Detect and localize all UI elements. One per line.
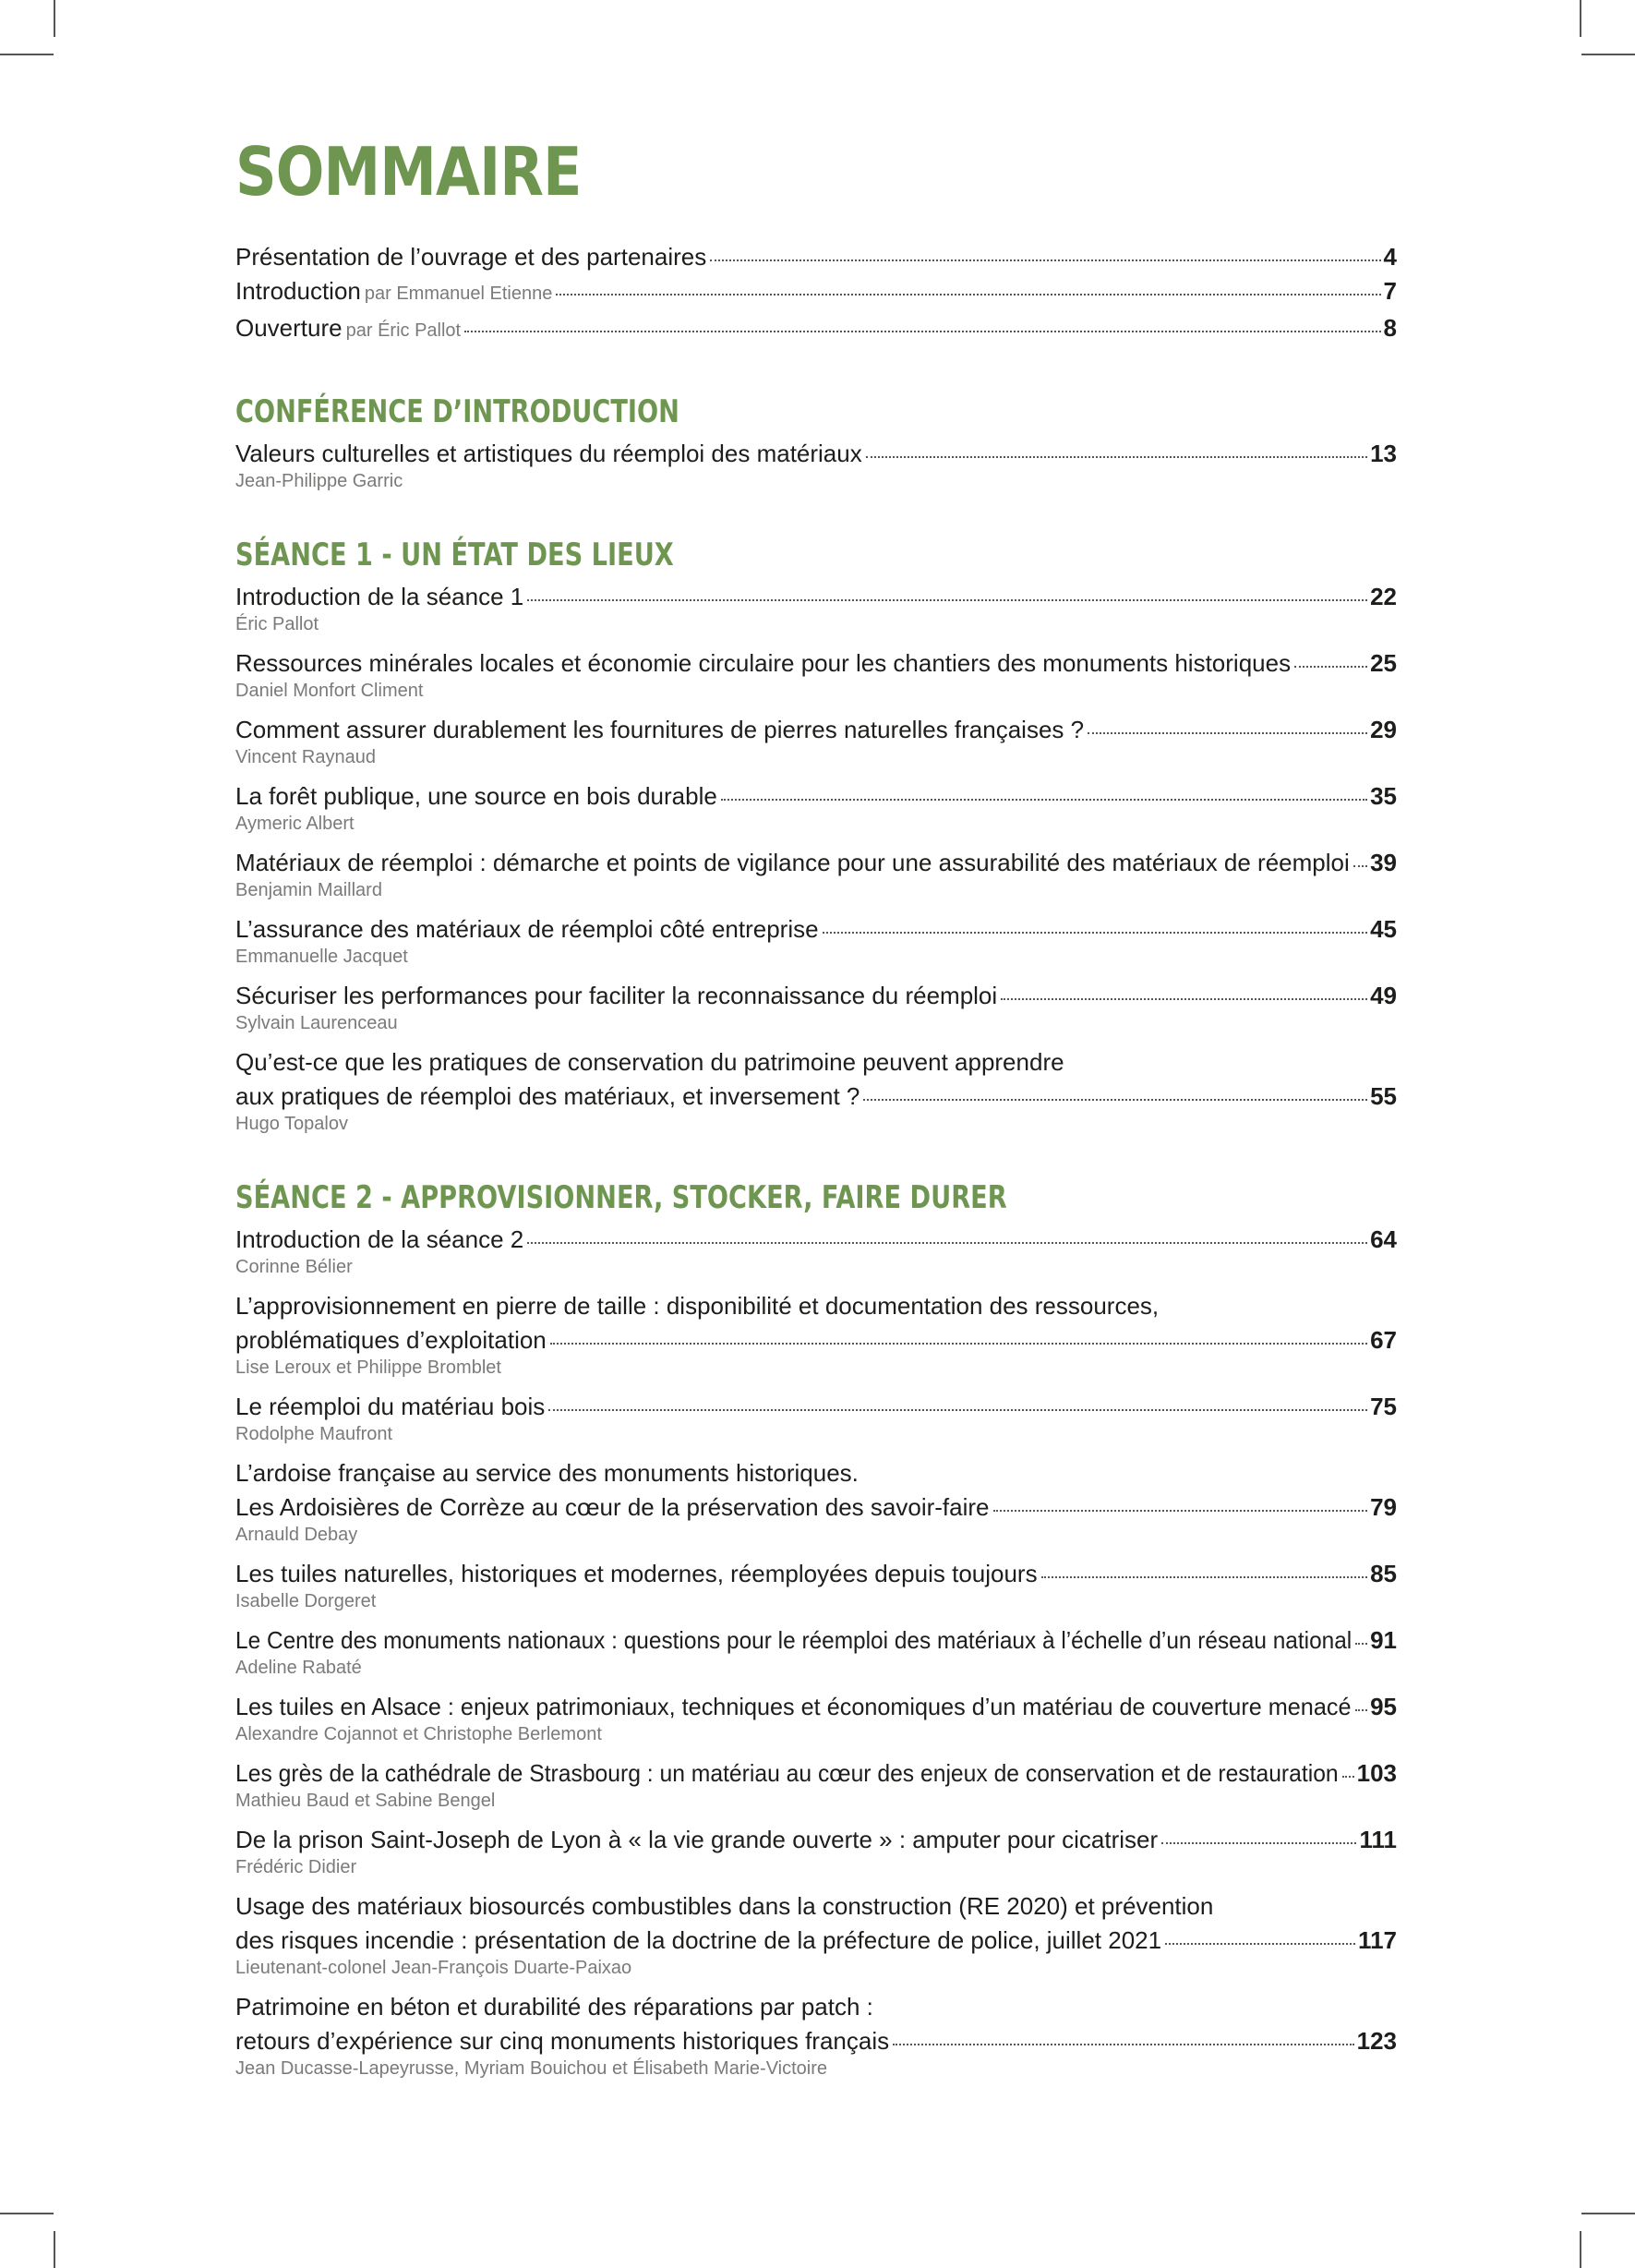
entry-title: problématiques d’exploitation xyxy=(235,1326,547,1354)
section-heading: CONFÉRENCE D’INTRODUCTION xyxy=(235,393,679,430)
page-number: 29 xyxy=(1370,716,1397,743)
crop-mark xyxy=(54,2231,55,2268)
toc-entry xyxy=(235,1990,1397,2079)
toc-line[interactable] xyxy=(235,1390,1397,1424)
dot-leader xyxy=(863,1099,1367,1101)
entry-author: Arnauld Debay xyxy=(235,1525,358,1545)
entry-author: Corinne Bélier xyxy=(235,1257,353,1277)
page-number: 85 xyxy=(1370,1560,1397,1587)
entry-title-first-line: Patrimoine en béton et durabilité des réparations par patch : xyxy=(235,1993,873,2021)
page-number: 4 xyxy=(1383,243,1397,271)
toc-entry xyxy=(235,311,1397,348)
toc-entry xyxy=(235,1045,1397,1134)
dot-leader xyxy=(1353,865,1367,867)
toc-section xyxy=(235,1179,1397,2079)
toc-line[interactable] xyxy=(235,1823,1397,1857)
toc-entry xyxy=(235,1289,1397,1378)
toc-line[interactable] xyxy=(235,779,1397,814)
page-number: 49 xyxy=(1370,982,1397,1009)
toc-entry xyxy=(235,1690,1397,1744)
entry-title: Valeurs culturelles et artistiques du réemploi des matériaux xyxy=(235,440,862,467)
entry-author: Aymeric Albert xyxy=(235,814,355,834)
page-number: 13 xyxy=(1370,440,1397,467)
toc-entry xyxy=(235,1223,1397,1277)
entry-author: Alexandre Cojannot et Christophe Berlemont xyxy=(235,1724,602,1744)
dot-leader xyxy=(556,294,1380,296)
entry-title-first-line: L’ardoise française au service des monuments historiques. xyxy=(235,1459,859,1487)
entry-author: Emmanuelle Jacquet xyxy=(235,947,408,967)
section-heading: SÉANCE 2 - APPROVISIONNER, STOCKER, FAIRE DURER xyxy=(235,1179,1007,1216)
page-number: 39 xyxy=(1370,849,1397,876)
entry-author: Éric Pallot xyxy=(235,614,319,634)
entry-title: La forêt publique, une source en bois durable xyxy=(235,782,717,810)
page-number: 7 xyxy=(1383,277,1397,305)
page-number: 111 xyxy=(1359,1826,1397,1853)
entry-title: Les grès de la cathédrale de Strasbourg : un matériau au cœur des enjeux de conservation et de restauration xyxy=(235,1759,1339,1787)
toc-entry xyxy=(235,240,1397,274)
entry-title: Introduction de la séance 2 xyxy=(235,1225,524,1253)
dot-leader xyxy=(893,2044,1353,2045)
crop-mark xyxy=(0,2213,54,2214)
crop-mark xyxy=(1580,2231,1581,2268)
toc-line[interactable] xyxy=(235,646,1397,681)
toc-line[interactable] xyxy=(235,240,1397,274)
page-number: 103 xyxy=(1356,1759,1397,1787)
toc-entry xyxy=(235,646,1397,701)
toc-line[interactable] xyxy=(235,274,1397,311)
toc-entry xyxy=(235,1456,1397,1545)
page-number: 75 xyxy=(1370,1393,1397,1420)
toc-line[interactable] xyxy=(235,1323,1397,1357)
crop-mark xyxy=(54,0,55,37)
entry-author: Benjamin Maillard xyxy=(235,880,382,900)
entry-author: Jean Ducasse-Lapeyrusse, Myriam Bouichou et Élisabeth Marie-Victoire xyxy=(235,2058,828,2079)
entry-title-first-line: Usage des matériaux biosourcés combustibles dans la construction (RE 2020) et prévention xyxy=(235,1892,1214,1920)
page-number: 64 xyxy=(1370,1225,1397,1253)
entry-title-first-line: Qu’est-ce que les pratiques de conservation du patrimoine peuvent apprendre xyxy=(235,1048,1064,1076)
entry-title: De la prison Saint-Joseph de Lyon à « la vie grande ouverte » : amputer pour cicatriser xyxy=(235,1826,1159,1853)
dot-leader xyxy=(1342,1776,1354,1778)
toc-line[interactable] xyxy=(235,979,1397,1013)
entry-author: Daniel Monfort Climent xyxy=(235,681,424,701)
toc-line[interactable] xyxy=(235,580,1397,614)
toc-entry xyxy=(235,713,1397,767)
toc-line[interactable] xyxy=(235,1924,1397,1958)
entry-author: Mathieu Baud et Sabine Bengel xyxy=(235,1791,496,1811)
page-number: 91 xyxy=(1370,1626,1397,1654)
toc-line[interactable] xyxy=(235,1080,1397,1114)
entry-title: Comment assurer durablement les fournitures de pierres naturelles françaises ? xyxy=(235,716,1085,743)
toc-entry xyxy=(235,912,1397,967)
entry-title: Ressources minérales locales et économie circulaire pour les chantiers des monuments historiques xyxy=(235,649,1292,677)
entry-byline: par Emmanuel Etienne xyxy=(364,284,553,304)
page-number: 79 xyxy=(1370,1493,1397,1521)
toc-line[interactable] xyxy=(235,1756,1397,1791)
dot-leader xyxy=(1088,732,1367,734)
entry-title: retours d’expérience sur cinq monuments historiques français xyxy=(235,2027,890,2055)
entry-author: Lise Leroux et Philippe Bromblet xyxy=(235,1357,501,1378)
toc-entry xyxy=(235,846,1397,900)
entry-author: Frédéric Didier xyxy=(235,1857,357,1877)
crop-mark xyxy=(0,54,54,55)
toc-entry xyxy=(235,779,1397,834)
page-number: 55 xyxy=(1370,1082,1397,1110)
toc-section xyxy=(235,393,1397,491)
toc-line[interactable] xyxy=(235,1623,1397,1658)
page-number: 117 xyxy=(1358,1926,1397,1954)
entry-title: Matériaux de réemploi : démarche et points de vigilance pour une assurabilité des matériaux de réemploi xyxy=(235,849,1350,876)
entry-author: Adeline Rabaté xyxy=(235,1658,362,1678)
toc-line[interactable] xyxy=(235,1490,1397,1525)
dot-leader xyxy=(464,331,1380,332)
page-number: 8 xyxy=(1383,314,1397,342)
toc-line[interactable] xyxy=(235,713,1397,747)
dot-leader xyxy=(1165,1943,1355,1945)
page-number: 95 xyxy=(1370,1693,1397,1720)
page-title: SOMMAIRE xyxy=(235,133,582,211)
dot-leader xyxy=(710,259,1380,261)
dot-leader xyxy=(527,1242,1367,1244)
page-number: 67 xyxy=(1370,1326,1397,1354)
crop-mark xyxy=(1580,0,1581,37)
page-number: 45 xyxy=(1370,915,1397,943)
toc-line[interactable] xyxy=(235,311,1397,348)
entry-title: Le Centre des monuments nationaux : questions pour le réemploi des matériaux à l’échelle d’un réseau national xyxy=(235,1626,1352,1654)
dot-leader xyxy=(1041,1576,1367,1578)
toc-sections xyxy=(235,393,1397,2079)
section-heading: SÉANCE 1 - UN ÉTAT DES LIEUX xyxy=(235,537,674,573)
dot-leader xyxy=(721,799,1367,801)
entry-author: Sylvain Laurenceau xyxy=(235,1013,398,1033)
toc-entry xyxy=(235,437,1397,491)
dot-leader xyxy=(1001,998,1367,1000)
dot-leader xyxy=(548,1409,1367,1411)
toc-line[interactable] xyxy=(235,846,1397,880)
entry-author: Isabelle Dorgeret xyxy=(235,1591,377,1611)
toc-entry xyxy=(235,1557,1397,1611)
entry-title: Introduction par Emmanuel Etienne xyxy=(235,277,553,305)
entry-title: Présentation de l’ouvrage et des partenaires xyxy=(235,243,707,271)
entry-title: L’assurance des matériaux de réemploi côté entreprise xyxy=(235,915,819,943)
toc-entry xyxy=(235,1823,1397,1877)
table-of-contents xyxy=(235,133,1397,2091)
dot-leader xyxy=(1294,666,1367,668)
entry-title: des risques incendie : présentation de la doctrine de la préfecture de police, juillet 2021 xyxy=(235,1926,1162,1954)
entry-title-first-line: L’approvisionnement en pierre de taille : disponibilité et documentation des ressources, xyxy=(235,1292,1160,1320)
entry-title: Les tuiles naturelles, historiques et modernes, réemployées depuis toujours xyxy=(235,1560,1038,1587)
entry-byline: par Éric Pallot xyxy=(345,320,462,341)
dot-leader xyxy=(866,456,1367,458)
toc-line[interactable] xyxy=(235,2024,1397,2058)
page-number: 25 xyxy=(1370,649,1397,677)
toc-entry xyxy=(235,1889,1397,1978)
toc-section xyxy=(235,539,1397,1134)
entry-title: Les Ardoisières de Corrèze au cœur de la préservation des savoir-faire xyxy=(235,1493,990,1521)
entry-title: Ouverture par Éric Pallot xyxy=(235,314,462,342)
toc-line[interactable] xyxy=(235,1223,1397,1257)
page-number: 22 xyxy=(1370,583,1397,610)
dot-leader xyxy=(823,932,1368,934)
dot-leader xyxy=(1161,1842,1356,1844)
toc-entry xyxy=(235,580,1397,634)
toc-entry xyxy=(235,274,1397,311)
toc-entry xyxy=(235,979,1397,1033)
entry-author: Jean-Philippe Garric xyxy=(235,471,403,491)
page-number: 35 xyxy=(1370,782,1397,810)
toc-entry xyxy=(235,1390,1397,1444)
entry-title: Sécuriser les performances pour faciliter la reconnaissance du réemploi xyxy=(235,982,998,1009)
dot-leader xyxy=(1355,1643,1367,1645)
entry-author: Hugo Topalov xyxy=(235,1114,348,1134)
dot-leader xyxy=(527,599,1367,601)
entry-title: Les tuiles en Alsace : enjeux patrimoniaux, techniques et économiques d’un matériau de couverture menacé xyxy=(235,1693,1352,1720)
crop-mark xyxy=(1581,2213,1635,2214)
dot-leader xyxy=(1355,1709,1367,1711)
entry-author: Lieutenant-colonel Jean-François Duarte-Paixao xyxy=(235,1958,632,1978)
page-number: 123 xyxy=(1356,2027,1397,2055)
toc-entry xyxy=(235,1623,1397,1678)
toc-line[interactable] xyxy=(235,912,1397,947)
entry-title: aux pratiques de réemploi des matériaux, et inversement ? xyxy=(235,1082,860,1110)
entry-title: Le réemploi du matériau bois xyxy=(235,1393,546,1420)
entry-title: Introduction de la séance 1 xyxy=(235,583,524,610)
entry-author: Vincent Raynaud xyxy=(235,747,376,767)
crop-mark xyxy=(1581,54,1635,55)
dot-leader xyxy=(550,1343,1367,1345)
entry-author: Rodolphe Maufront xyxy=(235,1424,393,1444)
front-matter xyxy=(235,240,1397,348)
toc-entry xyxy=(235,1756,1397,1811)
toc-line[interactable] xyxy=(235,1557,1397,1591)
toc-line[interactable] xyxy=(235,1690,1397,1724)
toc-line[interactable] xyxy=(235,437,1397,471)
dot-leader xyxy=(993,1510,1368,1512)
